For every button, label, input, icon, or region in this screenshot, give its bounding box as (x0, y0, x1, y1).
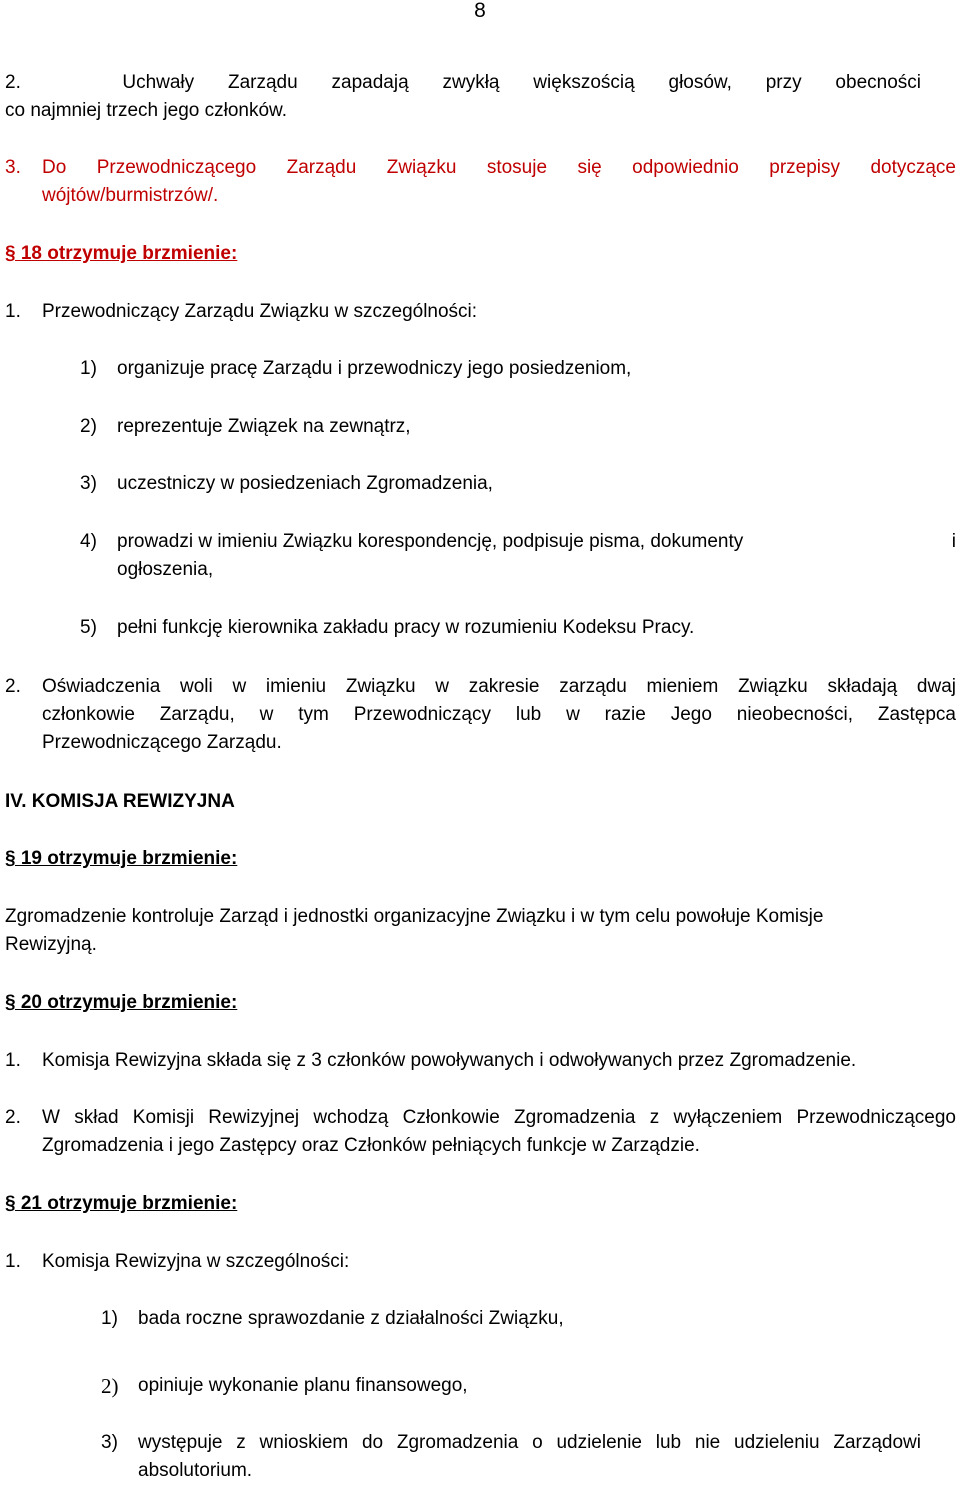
paragraph-2-line-1 (5, 69, 921, 97)
item-text: pełni funkcję kierownika zakładu pracy w rozumieniu Kodeksu Pracy. (117, 617, 695, 638)
s19-text (5, 903, 945, 959)
item-text: bada roczne sprawozdanie z działalności Związku, (138, 1308, 564, 1329)
paragraph-3 (5, 154, 956, 210)
item-text: prowadzi w imieniu Związku korespondencję, podpisuje pisma, dokumenty (117, 531, 744, 552)
s21-paragraph-1 (5, 1248, 945, 1276)
s18-item-5 (80, 614, 880, 642)
s18-item-2 (80, 413, 880, 441)
s19-line-2: Rewizyjną. (5, 934, 97, 955)
section-21-heading: § 21 otrzymuje brzmienie: (5, 1193, 238, 1214)
s18-item-4 (80, 528, 956, 584)
paragraph-2 (5, 69, 921, 125)
s18-item-1 (80, 355, 880, 383)
item-text-end: i (951, 531, 956, 552)
item-number: 2) (80, 416, 97, 437)
item-number: 3) (80, 473, 97, 494)
paragraph-number: 3. (5, 157, 21, 178)
item-number: 2) (101, 1374, 119, 1398)
item-text: uczestniczy w posiedzeniach Zgromadzenia, (117, 473, 493, 494)
item-line-2: absolutorium. (138, 1460, 253, 1481)
s20-paragraph-2 (5, 1104, 956, 1160)
section-18-heading: § 18 otrzymuje brzmienie: (5, 243, 238, 264)
item-4-line-2: ogłoszenia, (117, 559, 214, 580)
item-number: 5) (80, 617, 97, 638)
s21-item-1 (101, 1305, 921, 1333)
paragraph-3-line-2: wójtów/burmistrzów/. (42, 185, 219, 206)
paragraph-number: 1. (5, 1251, 21, 1272)
item-line-1: występuje z wnioskiem do Zgromadzenia o udzielenie lub nie udzieleniu Zarządowi (138, 1432, 921, 1453)
s21-item-2 (101, 1372, 921, 1400)
item-number: 4) (80, 531, 97, 552)
paragraph-3-line-1: Do Przewodniczącego Zarządu Związku stosuje się odpowiednio przepisy dotyczące (42, 157, 956, 178)
item-number: 1) (80, 358, 97, 379)
s18-paragraph-1 (5, 298, 945, 326)
paragraph-number: 1. (5, 1050, 21, 1071)
s18-paragraph-2 (5, 673, 956, 757)
section-20-heading: § 20 otrzymuje brzmienie: (5, 992, 238, 1013)
s21-item-3 (101, 1429, 921, 1485)
paragraph-number: 2. (5, 72, 21, 93)
s20-paragraph-1 (5, 1047, 956, 1075)
paragraph-text: Komisja Rewizyjna w szczególności: (42, 1251, 350, 1272)
item-text: organizuje pracę Zarządu i przewodniczy jego posiedzeniom, (117, 358, 632, 379)
paragraph-text: Uchwały Zarządu zapadają zwykłą większością głosów, przy obecności (122, 72, 921, 93)
paragraph-number: 1. (5, 301, 21, 322)
paragraph-text: Komisja Rewizyjna składa się z 3 członków powoływanych i odwoływanych przez Zgromadzenie. (42, 1050, 857, 1071)
paragraph-number: 2. (5, 676, 21, 697)
paragraph-line-2: członkowie Zarządu, w tym Przewodniczący lub w razie Jego nieobecności, Zastępca (42, 704, 956, 725)
paragraph-line-2: Zgromadzenia i jego Zastępcy oraz Członków pełniących funkcje w Zarządzie. (42, 1135, 700, 1156)
paragraph-text: Przewodniczący Zarządu Związku w szczególności: (42, 301, 478, 322)
paragraph-line-1: Oświadczenia woli w imieniu Związku w zakresie zarządu mieniem Związku składają dwaj (42, 676, 956, 697)
paragraph-2-line-2: co najmniej trzech jego członków. (5, 100, 287, 121)
paragraph-number: 2. (5, 1107, 21, 1128)
section-19-heading: § 19 otrzymuje brzmienie: (5, 848, 238, 869)
item-number: 3) (101, 1432, 118, 1453)
paragraph-line-1: W skład Komisji Rewizyjnej wchodzą Członkowie Zgromadzenia z wyłączeniem Przewodniczącego (42, 1107, 956, 1128)
item-text: reprezentuje Związek na zewnątrz, (117, 416, 411, 437)
paragraph-line-3: Przewodniczącego Zarządu. (42, 732, 282, 753)
item-number: 1) (101, 1308, 118, 1329)
section-iv-heading: IV. KOMISJA REWIZYJNA (5, 791, 235, 812)
page-number: 8 (474, 0, 486, 22)
item-text: opiniuje wykonanie planu finansowego, (138, 1375, 468, 1396)
s19-line-1: Zgromadzenie kontroluje Zarząd i jednostki organizacyjne Związku i w tym celu powołuje Komisje (5, 906, 824, 927)
s18-item-3 (80, 470, 880, 498)
item-4-line-1 (117, 528, 956, 556)
